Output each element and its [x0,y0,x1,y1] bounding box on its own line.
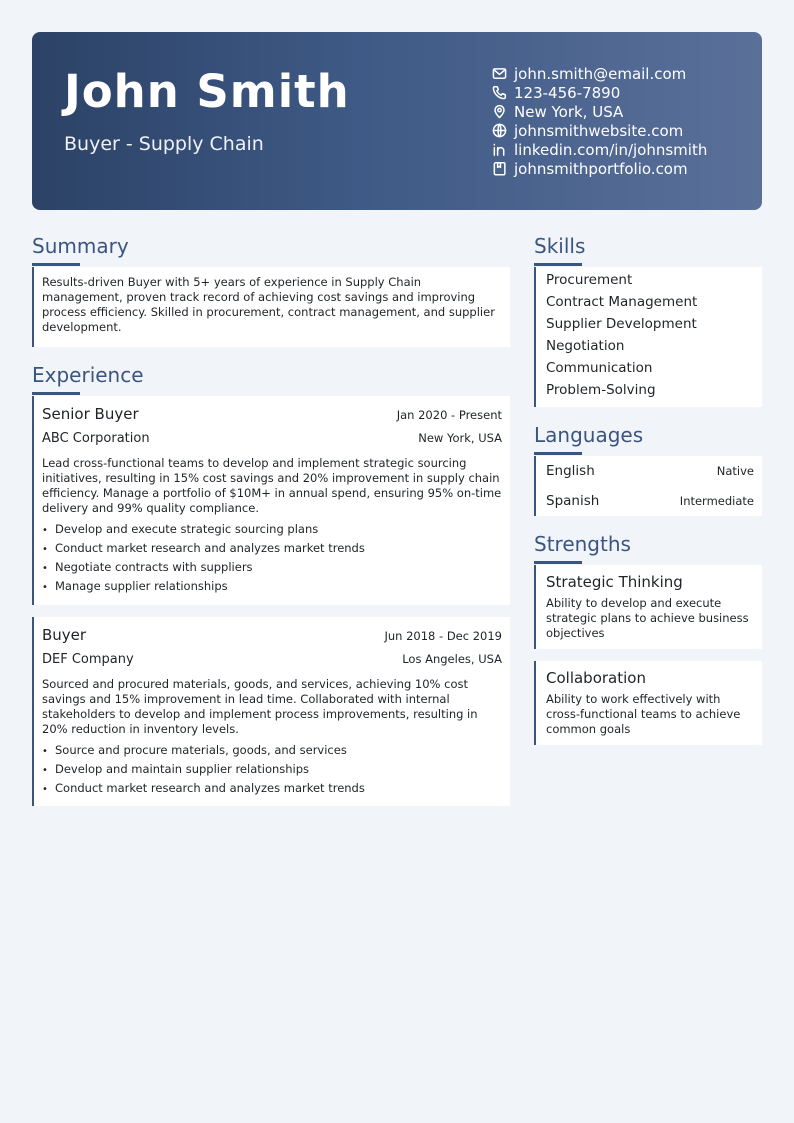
candidate-role: Buyer - Supply Chain [64,133,264,155]
skills-heading: Skills [534,234,586,258]
contact-portfolio[interactable] [490,159,707,178]
language-row [546,456,754,486]
skill-item: Supplier Development [546,316,697,332]
job-dates: Jan 2020 - Present [396,408,502,422]
job-location: Los Angeles, USA [402,652,502,666]
portfolio-icon [490,160,508,178]
languages-card [534,456,762,516]
contact-phone[interactable] [490,83,707,102]
contact-website[interactable] [490,121,707,140]
language-name: English [546,463,595,479]
job-description: Sourced and procured materials, goods, and services, achieving 10% cost savings and 15% improvement in lead time. Collaborated with internal stakeholders to develop and implement process improvements, resulting in 20% reduction in inventory levels. [42,677,478,736]
job-title: Senior Buyer [42,405,139,423]
experience-heading: Experience [32,363,144,387]
language-name: Spanish [546,493,600,509]
skill-item: Problem-Solving [546,382,656,398]
job-company: DEF Company [42,652,134,667]
language-level: Native [716,464,754,478]
languages-heading: Languages [534,423,644,447]
skill-item: Contract Management [546,294,698,310]
globe-icon [490,122,508,140]
linkedin-icon [490,141,508,159]
location-icon [490,103,508,121]
job-bullet: • Source and procure materials, goods, and services [42,741,502,760]
contact-linkedin-text: linkedin.com/in/johnsmith [514,140,708,159]
skills-card [534,267,762,407]
job-entry [32,396,510,605]
contact-email-text: john.smith@email.com [514,64,687,83]
summary-card [32,267,510,347]
strength-description: Ability to develop and execute strategic plans to achieve business objectives [546,596,749,640]
job-bullets [42,741,502,798]
contact-linkedin[interactable] [490,140,707,159]
contact-website-text: johnsmithwebsite.com [514,121,684,140]
contact-location-text: New York, USA [514,102,624,121]
contact-phone-text: 123-456-7890 [514,83,621,102]
phone-icon [490,84,508,102]
summary-text: Results-driven Buyer with 5+ years of experience in Supply Chain management, proven track record of achieving cost savings and improving process efficiency. Skilled in procurement, contract management, and supplier development. [42,275,495,334]
contact-list [490,64,707,178]
language-level: Intermediate [679,494,754,508]
contact-email[interactable] [490,64,707,83]
skill-item: Communication [546,360,653,376]
job-bullet: • Conduct market research and analyzes market trends [42,779,502,798]
mail-icon [490,65,508,83]
strengths-heading: Strengths [534,532,631,556]
skill-item: Procurement [546,272,633,288]
resume-header [32,32,762,210]
summary-heading: Summary [32,234,129,258]
strength-card [534,565,762,649]
language-row [546,486,754,516]
strength-title: Strategic Thinking [546,573,683,591]
job-bullet: • Develop and maintain supplier relationships [42,760,502,779]
job-location: New York, USA [418,431,502,445]
job-description: Lead cross-functional teams to develop and implement strategic sourcing initiatives, resulting in 15% cost savings and 20% improvement in supply chain efficiency. Manage a portfolio of $10M+ in annual spend, ensuring 95% on-time delivery and 99% quality compliance. [42,456,502,515]
job-bullet: • Manage supplier relationships [42,577,502,596]
contact-location [490,102,707,121]
job-dates: Jun 2018 - Dec 2019 [384,629,502,643]
job-bullets [42,520,502,596]
candidate-name: John Smith [64,65,350,118]
strength-card [534,661,762,745]
job-company: ABC Corporation [42,431,150,446]
job-entry [32,617,510,806]
job-bullet: • Conduct market research and analyzes market trends [42,539,502,558]
strength-description: Ability to work effectively with cross-functional teams to achieve common goals [546,692,741,736]
job-bullet: • Negotiate contracts with suppliers [42,558,502,577]
skill-item: Negotiation [546,338,625,354]
job-title: Buyer [42,626,87,644]
contact-portfolio-text: johnsmithportfolio.com [514,159,688,178]
job-bullet: • Develop and execute strategic sourcing plans [42,520,502,539]
strength-title: Collaboration [546,669,646,687]
